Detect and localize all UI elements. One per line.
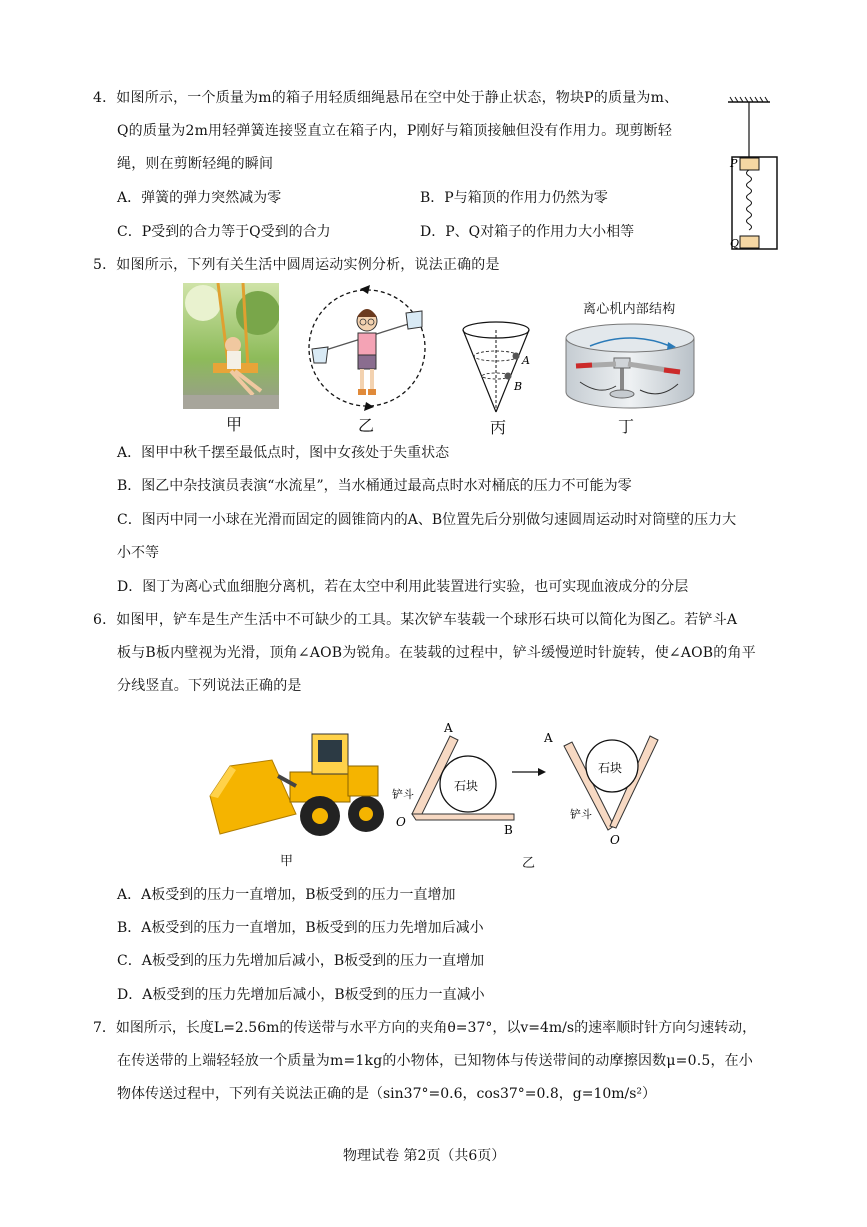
- q4-line-1: 4．如图所示，一个质量为m的箱子用轻质细绳悬吊在空中处于静止状态，物块P的质量为m、: [93, 90, 679, 106]
- q5-cone-label-a: A: [522, 354, 530, 367]
- q4-option-c: C．P受到的合力等于Q受到的合力: [117, 224, 331, 240]
- q4-line-2: Q的质量为2m用轻弹簧连接竖直立在箱子内，P刚好与箱顶接触但没有作用力。现剪断轻: [117, 123, 673, 139]
- q6-loader-image: [200, 726, 390, 842]
- q5-option-c: C．图丙中同一小球在光滑而固定的圆锥筒内的A、B位置先后分别做匀速圆周运动时对筒壁的压力大: [117, 512, 737, 528]
- q6-bucket-label-1: 铲斗: [392, 788, 414, 801]
- q6-stone-label-2: 石块: [598, 761, 623, 775]
- q6-bucket-label-2: 铲斗: [570, 808, 592, 821]
- q5-option-b: B．图乙中杂技演员表演“水流星”，当水桶通过最高点时水对桶底的压力不可能为零: [117, 478, 632, 494]
- q5-caption-jia: 甲: [226, 415, 243, 434]
- q5-caption-yi: 乙: [358, 416, 375, 435]
- q6-label-o-2: O: [610, 833, 620, 846]
- q4-label-q: Q: [730, 237, 740, 250]
- q5-caption-ding: 丁: [618, 417, 635, 436]
- q7-line-3: 物体传送过程中，下列有关说法正确的是（sin37°=0.6，cos37°=0.8，g=10m/s²）: [117, 1086, 657, 1102]
- q7-line-1: 7．如图所示，长度L=2.56m的传送带与水平方向的夹角θ=37°，以v=4m/s的速率顺时针方向匀速转动，: [93, 1020, 757, 1036]
- q5-option-a: A．图甲中秋千摆至最低点时，图中女孩处于失重状态: [117, 445, 450, 461]
- q6-caption-jia: 甲: [280, 854, 294, 869]
- q6-label-a-1: A: [444, 722, 453, 735]
- q4-option-b: B．P与箱顶的作用力仍然为零: [420, 190, 608, 206]
- q6-label-o-1: O: [396, 815, 406, 829]
- q5-cone-figure: [458, 312, 538, 422]
- q7-line-2: 在传送带的上端轻轻放一个质量为m=1kg的小物体，已知物体与传送带间的动摩擦因数μ=0.5，在小: [117, 1053, 754, 1069]
- q5-swing-photo: [183, 283, 279, 409]
- q6-bucket-diagram: [388, 722, 678, 846]
- q5-option-c-cont: 小不等: [117, 545, 159, 561]
- q5-option-d: D．图丁为离心式血细胞分离机，若在太空中利用此装置进行实验，也可实现血液成分的分层: [117, 579, 689, 595]
- q6-line-3: 分线竖直。下列说法正确的是: [117, 678, 302, 694]
- page-footer: 物理试卷 第2页（共6页）: [343, 1148, 506, 1164]
- q4-label-p: P: [730, 157, 738, 170]
- q4-option-d: D．P、Q对箱子的作用力大小相等: [420, 224, 635, 240]
- q5-water-meteor-figure: [302, 283, 432, 413]
- q4-option-a: A．弹簧的弹力突然减为零: [117, 190, 282, 206]
- q5-caption-bing: 丙: [490, 418, 507, 437]
- q5-cone-label-b: B: [514, 380, 523, 393]
- q6-stone-label-1: 石块: [454, 779, 479, 793]
- q6-line-2: 板与B板内壁视为光滑，顶角∠AOB为锐角。在装载的过程中，铲斗缓慢逆时针旋转，使∠AOB的角平: [117, 645, 756, 661]
- q5-centrifuge-figure: [560, 320, 700, 412]
- q6-option-b: B．A板受到的压力一直增加，B板受到的压力先增加后减小: [117, 920, 484, 936]
- q5-centrifuge-title: 离心机内部结构: [583, 302, 676, 317]
- q5-line-1: 5．如图所示，下列有关生活中圆周运动实例分析，说法正确的是: [93, 257, 500, 273]
- q6-label-a-2: A: [544, 731, 553, 745]
- q6-option-d: D．A板受到的压力先增加后减小，B板受到的压力一直减小: [117, 987, 485, 1003]
- q6-caption-yi: 乙: [522, 856, 536, 871]
- q6-option-a: A．A板受到的压力一直增加，B板受到的压力一直增加: [117, 887, 456, 903]
- q6-label-b-1: B: [504, 823, 513, 837]
- q6-option-c: C．A板受到的压力先增加后减小，B板受到的压力一直增加: [117, 953, 485, 969]
- q4-line-3: 绳，则在剪断轻绳的瞬间: [117, 156, 274, 172]
- q4-box-spring-figure: [718, 95, 788, 255]
- q6-line-1: 6．如图甲，铲车是生产生活中不可缺少的工具。某次铲车装载一个球形石块可以简化为图乙。若铲斗A: [93, 612, 738, 628]
